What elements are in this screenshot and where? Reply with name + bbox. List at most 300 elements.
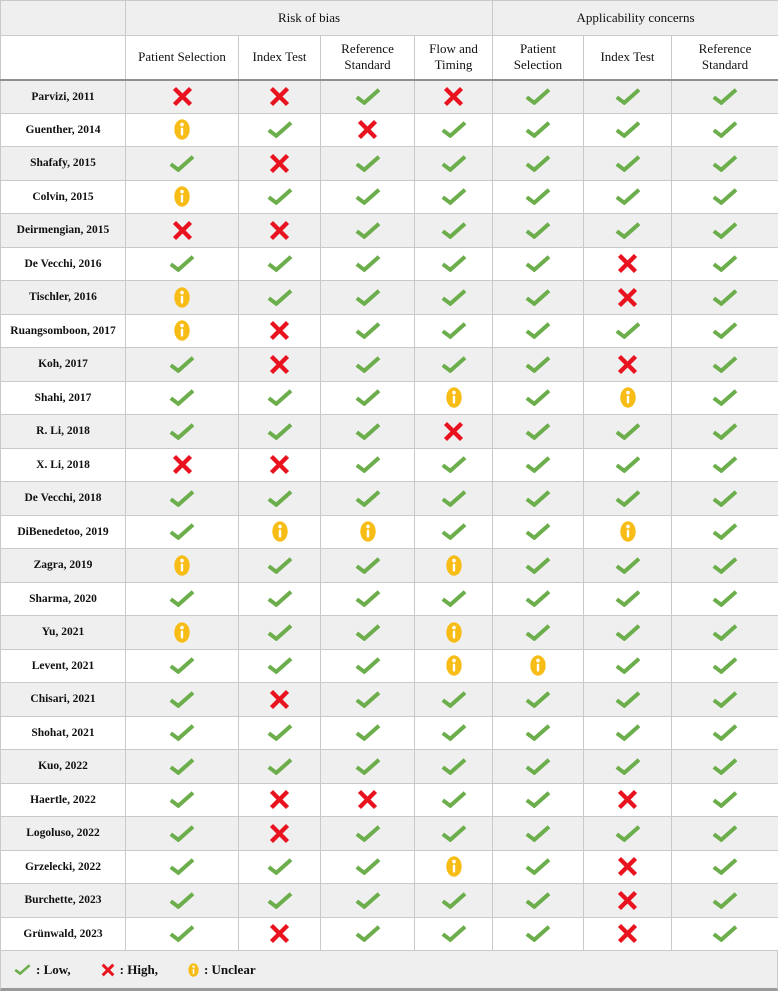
study-name: Colvin, 2015	[1, 180, 126, 214]
rating-cell-rob-index-test	[239, 850, 321, 884]
check-icon	[169, 155, 195, 172]
legend-unclear-label: : Unclear	[203, 961, 256, 977]
rating-cell-rob-reference-standard	[321, 314, 415, 348]
col-header-app-reference-standard: Reference Standard	[672, 36, 778, 80]
check-icon	[712, 590, 738, 607]
rating-cell-rob-patient-selection	[126, 616, 239, 650]
check-icon	[525, 255, 551, 272]
rating-cell-rob-index-test	[239, 515, 321, 549]
study-name: Logoluso, 2022	[1, 817, 126, 851]
check-icon	[441, 322, 467, 339]
check-icon	[712, 88, 738, 105]
legend-item-unclear	[188, 962, 256, 978]
rating-cell-app-reference-standard	[672, 649, 778, 683]
rating-cell-rob-reference-standard	[321, 917, 415, 951]
info-icon	[620, 521, 636, 542]
check-icon	[267, 389, 293, 406]
check-icon	[169, 423, 195, 440]
check-icon	[712, 691, 738, 708]
check-icon	[169, 791, 195, 808]
cross-icon	[172, 454, 193, 475]
rating-cell-rob-patient-selection	[126, 850, 239, 884]
rating-cell-app-reference-standard	[672, 716, 778, 750]
check-icon	[712, 121, 738, 138]
study-name: Yu, 2021	[1, 616, 126, 650]
rating-cell-rob-patient-selection	[126, 247, 239, 281]
check-icon	[355, 858, 381, 875]
check-icon	[615, 691, 641, 708]
legend-high-label: : High,	[119, 961, 158, 977]
rating-cell-rob-patient-selection	[126, 783, 239, 817]
rating-cell-app-index-test	[584, 281, 672, 315]
cross-icon	[443, 86, 464, 107]
cross-icon	[172, 86, 193, 107]
rating-cell-app-index-test	[584, 247, 672, 281]
check-icon	[441, 255, 467, 272]
check-icon	[712, 892, 738, 909]
rating-cell-rob-patient-selection	[126, 716, 239, 750]
rating-cell-app-index-test	[584, 750, 672, 784]
check-icon	[355, 222, 381, 239]
rating-cell-rob-reference-standard	[321, 683, 415, 717]
study-name: Sharma, 2020	[1, 582, 126, 616]
rating-cell-app-patient-selection	[493, 80, 584, 114]
rating-cell-rob-flow-and-timing	[415, 582, 493, 616]
check-icon	[267, 657, 293, 674]
table-row	[1, 549, 778, 583]
rating-cell-rob-patient-selection	[126, 214, 239, 248]
rating-cell-rob-patient-selection	[126, 515, 239, 549]
check-icon	[441, 456, 467, 473]
rating-cell-app-index-test	[584, 448, 672, 482]
info-icon	[174, 119, 190, 140]
rating-cell-rob-index-test	[239, 884, 321, 918]
check-icon	[712, 858, 738, 875]
check-icon	[169, 356, 195, 373]
check-icon	[169, 691, 195, 708]
table-row	[1, 716, 778, 750]
rating-cell-app-index-test	[584, 649, 672, 683]
rating-cell-rob-flow-and-timing	[415, 783, 493, 817]
check-icon	[355, 255, 381, 272]
check-icon	[525, 222, 551, 239]
rating-cell-rob-index-test	[239, 783, 321, 817]
study-name: Zagra, 2019	[1, 549, 126, 583]
info-icon	[446, 387, 462, 408]
rating-cell-rob-index-test	[239, 817, 321, 851]
check-icon	[615, 557, 641, 574]
check-icon	[267, 289, 293, 306]
rating-cell-rob-reference-standard	[321, 147, 415, 181]
rating-cell-app-patient-selection	[493, 147, 584, 181]
rating-cell-rob-flow-and-timing	[415, 817, 493, 851]
check-icon	[615, 188, 641, 205]
check-icon	[615, 657, 641, 674]
rating-cell-app-patient-selection	[493, 247, 584, 281]
rating-cell-rob-reference-standard	[321, 750, 415, 784]
rating-cell-rob-index-test	[239, 381, 321, 415]
rating-cell-app-patient-selection	[493, 582, 584, 616]
rating-cell-app-patient-selection	[493, 817, 584, 851]
check-icon	[169, 724, 195, 741]
rating-cell-rob-index-test	[239, 214, 321, 248]
corner-cell-2	[1, 36, 126, 80]
rating-cell-rob-patient-selection	[126, 281, 239, 315]
rating-cell-rob-flow-and-timing	[415, 113, 493, 147]
check-icon	[615, 155, 641, 172]
check-icon	[169, 490, 195, 507]
study-name: De Vecchi, 2016	[1, 247, 126, 281]
rating-cell-app-reference-standard	[672, 147, 778, 181]
check-icon	[441, 121, 467, 138]
corner-cell	[1, 1, 126, 36]
check-icon	[441, 758, 467, 775]
rating-cell-app-index-test	[584, 783, 672, 817]
rating-cell-rob-flow-and-timing	[415, 716, 493, 750]
check-icon	[355, 691, 381, 708]
rating-cell-app-patient-selection	[493, 348, 584, 382]
rating-cell-rob-flow-and-timing	[415, 281, 493, 315]
check-icon	[441, 155, 467, 172]
study-name: DiBenedetoo, 2019	[1, 515, 126, 549]
rating-cell-app-patient-selection	[493, 448, 584, 482]
rating-cell-app-reference-standard	[672, 214, 778, 248]
check-icon	[441, 791, 467, 808]
check-icon	[615, 724, 641, 741]
rating-cell-app-patient-selection	[493, 113, 584, 147]
check-icon	[267, 724, 293, 741]
study-name: X. Li, 2018	[1, 448, 126, 482]
check-icon	[169, 590, 195, 607]
rating-cell-rob-reference-standard	[321, 180, 415, 214]
check-icon	[441, 892, 467, 909]
study-name: Grünwald, 2023	[1, 917, 126, 951]
cross-icon	[443, 421, 464, 442]
info-icon	[446, 655, 462, 676]
check-icon	[525, 825, 551, 842]
table-row	[1, 850, 778, 884]
study-name: Koh, 2017	[1, 348, 126, 382]
study-name: Guenther, 2014	[1, 113, 126, 147]
rating-cell-app-reference-standard	[672, 482, 778, 516]
check-icon	[712, 389, 738, 406]
check-icon	[441, 523, 467, 540]
rating-cell-rob-flow-and-timing	[415, 683, 493, 717]
rating-cell-rob-reference-standard	[321, 549, 415, 583]
rating-cell-app-index-test	[584, 314, 672, 348]
rating-cell-rob-patient-selection	[126, 917, 239, 951]
check-icon	[441, 222, 467, 239]
check-icon	[525, 121, 551, 138]
rating-cell-app-index-test	[584, 180, 672, 214]
rating-cell-rob-patient-selection	[126, 649, 239, 683]
rating-cell-rob-index-test	[239, 113, 321, 147]
table-row	[1, 683, 778, 717]
info-icon	[360, 521, 376, 542]
rating-cell-rob-index-test	[239, 448, 321, 482]
check-icon	[525, 389, 551, 406]
check-icon	[615, 88, 641, 105]
check-icon	[169, 389, 195, 406]
info-icon	[446, 856, 462, 877]
rating-cell-rob-index-test	[239, 716, 321, 750]
rating-cell-app-patient-selection	[493, 616, 584, 650]
check-icon	[267, 590, 293, 607]
study-name: R. Li, 2018	[1, 415, 126, 449]
rating-cell-rob-reference-standard	[321, 515, 415, 549]
check-icon	[355, 657, 381, 674]
check-icon	[525, 624, 551, 641]
rating-cell-app-patient-selection	[493, 850, 584, 884]
check-icon	[615, 222, 641, 239]
rating-cell-rob-flow-and-timing	[415, 80, 493, 114]
check-icon	[441, 590, 467, 607]
rating-cell-rob-flow-and-timing	[415, 381, 493, 415]
cross-icon	[617, 287, 638, 308]
check-icon	[712, 222, 738, 239]
rating-cell-rob-flow-and-timing	[415, 515, 493, 549]
rating-cell-rob-index-test	[239, 247, 321, 281]
table-row	[1, 482, 778, 516]
rating-cell-app-index-test	[584, 616, 672, 650]
rating-cell-app-index-test	[584, 147, 672, 181]
cross-icon	[269, 454, 290, 475]
check-icon	[525, 557, 551, 574]
col-header-app-index-test: Index Test	[584, 36, 672, 80]
check-icon	[525, 691, 551, 708]
rating-cell-rob-reference-standard	[321, 381, 415, 415]
rating-cell-rob-patient-selection	[126, 113, 239, 147]
rating-cell-rob-flow-and-timing	[415, 549, 493, 583]
rating-cell-rob-patient-selection	[126, 683, 239, 717]
check-icon	[267, 121, 293, 138]
table-row	[1, 783, 778, 817]
info-icon	[446, 622, 462, 643]
check-icon	[615, 758, 641, 775]
rating-cell-rob-flow-and-timing	[415, 214, 493, 248]
check-icon	[267, 557, 293, 574]
table-row	[1, 247, 778, 281]
rating-cell-rob-flow-and-timing	[415, 884, 493, 918]
rating-cell-app-patient-selection	[493, 415, 584, 449]
table-row	[1, 314, 778, 348]
study-name: De Vecchi, 2018	[1, 482, 126, 516]
cross-icon	[617, 354, 638, 375]
check-icon	[525, 289, 551, 306]
rating-cell-app-reference-standard	[672, 314, 778, 348]
rating-cell-rob-flow-and-timing	[415, 649, 493, 683]
check-icon	[441, 691, 467, 708]
rating-cell-app-patient-selection	[493, 649, 584, 683]
cross-icon	[269, 220, 290, 241]
table-row	[1, 917, 778, 951]
rating-cell-app-reference-standard	[672, 515, 778, 549]
check-icon	[441, 289, 467, 306]
check-icon	[712, 758, 738, 775]
check-icon	[267, 490, 293, 507]
check-icon	[355, 356, 381, 373]
rating-cell-app-reference-standard	[672, 884, 778, 918]
check-icon	[712, 155, 738, 172]
check-icon	[355, 322, 381, 339]
check-icon	[525, 590, 551, 607]
rating-cell-rob-reference-standard	[321, 817, 415, 851]
rating-cell-rob-reference-standard	[321, 850, 415, 884]
rating-cell-app-reference-standard	[672, 616, 778, 650]
table-row	[1, 381, 778, 415]
study-name: Haertle, 2022	[1, 783, 126, 817]
rating-cell-app-reference-standard	[672, 180, 778, 214]
check-icon	[615, 456, 641, 473]
check-icon	[525, 456, 551, 473]
check-icon	[712, 490, 738, 507]
table-row	[1, 817, 778, 851]
check-icon	[355, 925, 381, 942]
check-icon	[169, 892, 195, 909]
check-icon	[712, 825, 738, 842]
check-icon	[615, 624, 641, 641]
rating-cell-rob-patient-selection	[126, 750, 239, 784]
check-icon	[525, 892, 551, 909]
table-row	[1, 582, 778, 616]
rating-cell-rob-reference-standard	[321, 582, 415, 616]
table-row	[1, 214, 778, 248]
rating-cell-app-index-test	[584, 515, 672, 549]
col-header-rob-reference-standard: Reference Standard	[321, 36, 415, 80]
rating-cell-app-patient-selection	[493, 884, 584, 918]
table-row	[1, 281, 778, 315]
check-icon	[615, 423, 641, 440]
rating-cell-rob-patient-selection	[126, 817, 239, 851]
rating-cell-app-reference-standard	[672, 783, 778, 817]
rating-cell-rob-patient-selection	[126, 549, 239, 583]
table-row	[1, 147, 778, 181]
check-icon	[355, 155, 381, 172]
info-icon	[446, 555, 462, 576]
rating-cell-rob-flow-and-timing	[415, 147, 493, 181]
study-name: Parvizi, 2011	[1, 80, 126, 114]
study-name: Deirmengian, 2015	[1, 214, 126, 248]
info-icon	[174, 555, 190, 576]
check-icon	[355, 590, 381, 607]
check-icon	[169, 657, 195, 674]
check-icon	[712, 289, 738, 306]
rating-cell-app-patient-selection	[493, 281, 584, 315]
check-icon	[441, 825, 467, 842]
check-icon	[712, 557, 738, 574]
legend-low-label: : Low,	[36, 961, 71, 977]
check-icon	[441, 188, 467, 205]
rating-cell-rob-reference-standard	[321, 348, 415, 382]
check-icon	[169, 925, 195, 942]
check-icon	[525, 925, 551, 942]
check-icon	[441, 490, 467, 507]
rating-cell-app-index-test	[584, 917, 672, 951]
cross-icon	[269, 86, 290, 107]
rating-cell-rob-patient-selection	[126, 415, 239, 449]
legend	[0, 951, 778, 991]
rating-cell-app-reference-standard	[672, 113, 778, 147]
check-icon	[355, 389, 381, 406]
rating-cell-rob-patient-selection	[126, 482, 239, 516]
rating-cell-app-reference-standard	[672, 415, 778, 449]
rating-cell-app-patient-selection	[493, 214, 584, 248]
check-icon	[712, 925, 738, 942]
rating-cell-rob-flow-and-timing	[415, 314, 493, 348]
rating-cell-app-patient-selection	[493, 716, 584, 750]
table-row	[1, 448, 778, 482]
rating-cell-app-patient-selection	[493, 381, 584, 415]
rating-cell-rob-reference-standard	[321, 884, 415, 918]
rating-cell-rob-patient-selection	[126, 147, 239, 181]
rating-cell-app-patient-selection	[493, 180, 584, 214]
check-icon	[169, 758, 195, 775]
rating-cell-app-reference-standard	[672, 381, 778, 415]
rating-cell-rob-flow-and-timing	[415, 415, 493, 449]
rating-cell-rob-index-test	[239, 348, 321, 382]
group-header-applicability-concerns: Applicability concerns	[493, 1, 778, 36]
info-icon	[272, 521, 288, 542]
check-icon	[525, 791, 551, 808]
check-icon	[355, 624, 381, 641]
table-row	[1, 649, 778, 683]
rating-cell-app-reference-standard	[672, 448, 778, 482]
rating-cell-rob-index-test	[239, 649, 321, 683]
rating-cell-app-index-test	[584, 381, 672, 415]
check-icon	[355, 188, 381, 205]
rating-cell-app-reference-standard	[672, 750, 778, 784]
cross-icon	[269, 354, 290, 375]
check-icon	[712, 255, 738, 272]
study-name: Ruangsomboon, 2017	[1, 314, 126, 348]
check-icon	[441, 724, 467, 741]
check-icon	[615, 322, 641, 339]
rating-cell-rob-index-test	[239, 750, 321, 784]
check-icon	[712, 456, 738, 473]
rating-cell-app-index-test	[584, 482, 672, 516]
rating-cell-rob-reference-standard	[321, 247, 415, 281]
check-icon	[615, 490, 641, 507]
check-icon	[441, 356, 467, 373]
rating-cell-rob-flow-and-timing	[415, 917, 493, 951]
check-icon	[355, 88, 381, 105]
group-header-risk-of-bias: Risk of bias	[126, 1, 493, 36]
table-row	[1, 884, 778, 918]
table-row	[1, 348, 778, 382]
rating-cell-app-reference-standard	[672, 549, 778, 583]
check-icon	[525, 858, 551, 875]
rating-cell-rob-patient-selection	[126, 884, 239, 918]
cross-icon	[617, 856, 638, 877]
check-icon	[615, 590, 641, 607]
cross-icon	[269, 923, 290, 944]
rating-cell-app-reference-standard	[672, 80, 778, 114]
table-row	[1, 80, 778, 114]
cross-icon	[617, 923, 638, 944]
rating-cell-rob-index-test	[239, 549, 321, 583]
check-icon	[525, 724, 551, 741]
rating-cell-rob-reference-standard	[321, 415, 415, 449]
check-icon	[525, 758, 551, 775]
check-icon	[267, 423, 293, 440]
check-icon	[355, 423, 381, 440]
rating-cell-rob-index-test	[239, 582, 321, 616]
check-icon	[525, 155, 551, 172]
rating-cell-app-patient-selection	[493, 683, 584, 717]
rating-cell-app-index-test	[584, 817, 672, 851]
rating-cell-app-index-test	[584, 80, 672, 114]
study-name: Kuo, 2022	[1, 750, 126, 784]
